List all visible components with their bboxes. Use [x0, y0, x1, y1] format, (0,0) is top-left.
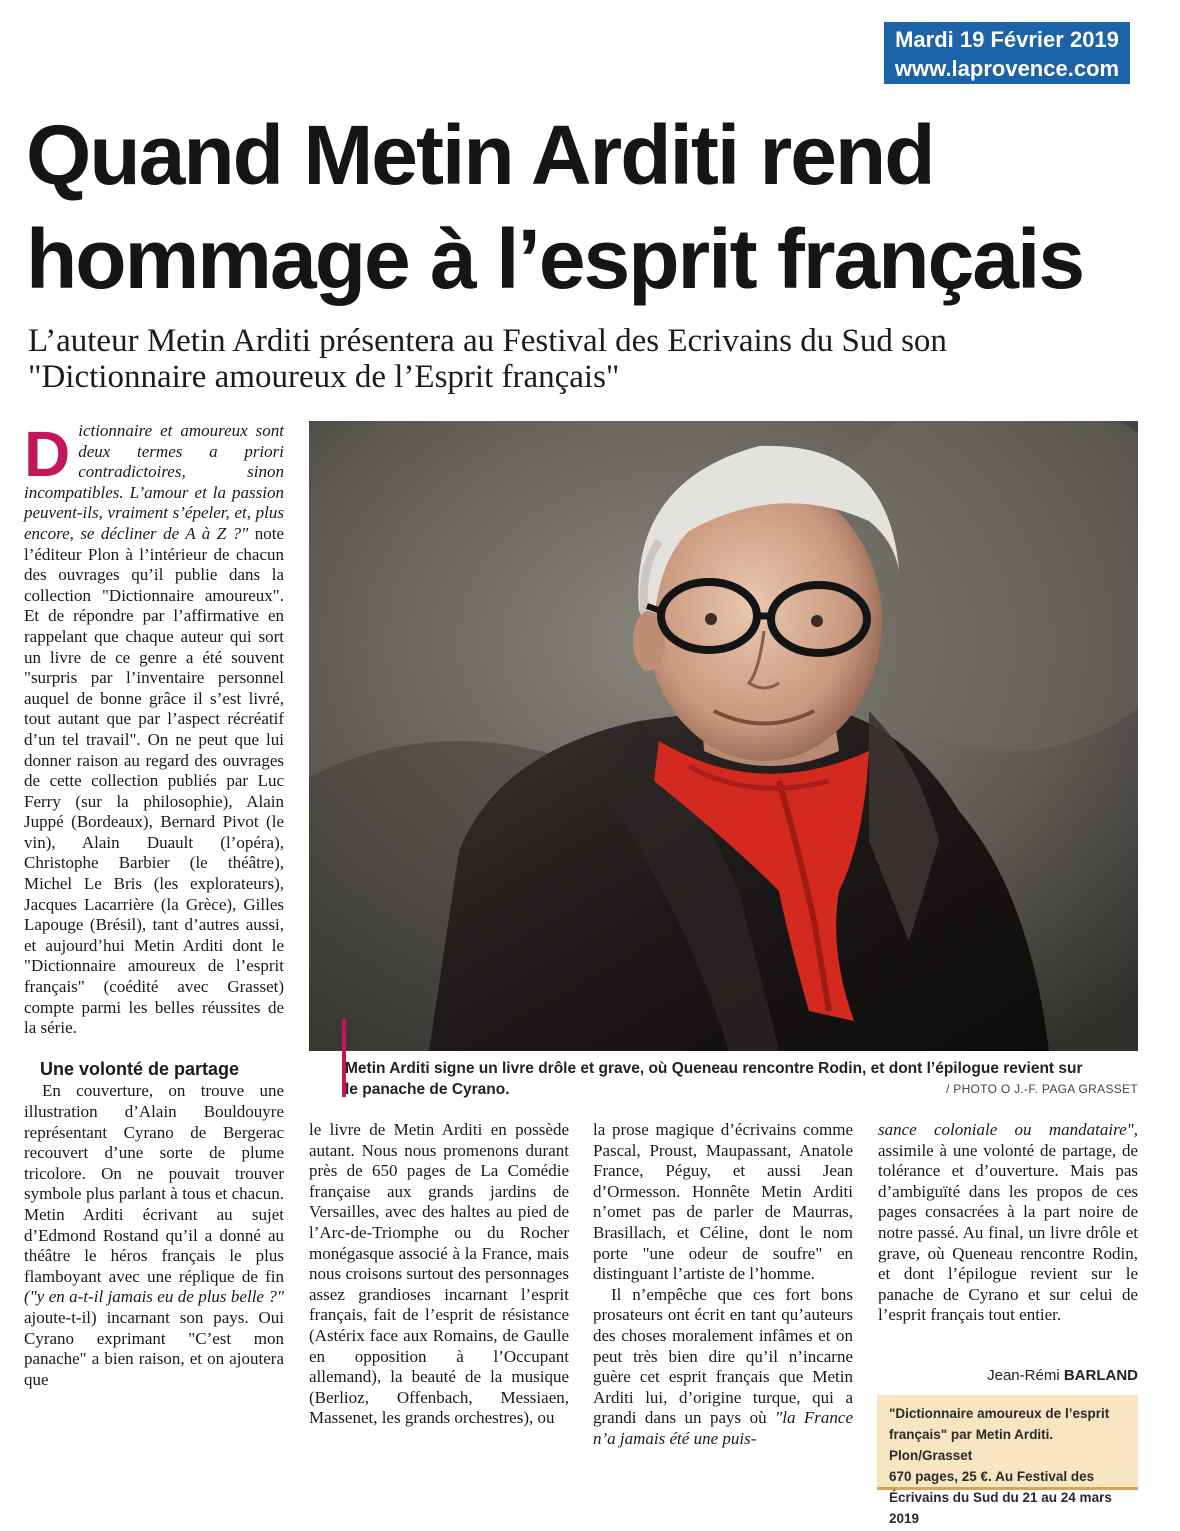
subheading: Une volonté de partage: [40, 1058, 240, 1079]
article-standfirst: [28, 323, 1148, 395]
cyrano-quote: ("y en a-t-il jamais eu de plus belle ?": [24, 1287, 284, 1307]
drop-cap: D: [24, 418, 71, 490]
intro-paragraph: [24, 418, 284, 1039]
info-line-4: Écrivains du Sud du 21 au 24 mars 2019: [889, 1490, 1112, 1526]
info-line-2: français" par Metin Arditi. Plon/Grasset: [889, 1427, 1054, 1463]
intro-text: note l’éditeur Plon à l’intérieur de chacun des ouvrages qu’il publie dans la collection "Dictionnaire amoureux". Et de répondre par l’affirmative en rappelant que chaque auteur qui sort un livre de ce genre a été souvent "surpris par l’inventaire personnel auquel de bonne grâce il s’est livré, tout autant que par l’aspect récréatif d’un tel travail". On ne peut que lui donner raison au regard des ouvrages de cette collection publiés par Luc Ferry (sur la philosophie), Alain Juppé (Bordeaux), Bernard Pivot (le vin), Alain Duault (l’opéra), Christophe Barbier (le théâtre), Michel Le Bris (les explorateurs), Jacques Lacarrière (la Grèce), Gilles Lapouge (Brésil), tant d’autres aussi, et aujourd’hui Metin Arditi dont le "Dictionnaire amoureux de l’esprit français" (coédité avec Grasset) compte parmi les belles réussites de la série.: [24, 523, 284, 1038]
text-column-4: [878, 1120, 1138, 1326]
paragraph-col3-1: la prose magique d’écrivains comme Pascal, Proust, Maupassant, Anatole France, Péguy, et aussi Jean d’Ormesson. Honnête Metin Arditi n’omet pas de parler de Maurras, Brasillach, et Céline, dont le nom porte "une odeur de soufre" en distinguant l’artiste de l’homme.: [593, 1120, 853, 1284]
paragraph-col2: le livre de Metin Arditi en possède autant. Nous nous promenons durant près de 650 pages de La Comédie française aux grands jardins de Versailles, avec des haltes au pied de l’Arc-de-Triomphe ou du Rocher monégasque associé à la France, mais nous croisons surtout des personnages assez grandioses incarnant l’esprit français, fait de l’esprit de résistance (Astérix face aux Romains, de Gaulle en opposition à l’Occupant allemand), la beauté de la musique (Berlioz, Offenbach, Messiaen, Massenet, les grands orchestres), ou: [309, 1120, 569, 1428]
info-line-1: "Dictionnaire amoureux de l’esprit: [889, 1406, 1110, 1421]
signature-first-name: Jean-Rémi: [987, 1367, 1064, 1384]
col3-text: Il n’empêche que ces fort bons prosateurs ont écrit en tant qu’auteurs des choses moralement infâmes et on peut très bien dire qu’il n’incarne guère cet esprit français que Metin Arditi lui, d’origine turque, qui a grandi dans un pays où: [593, 1284, 853, 1428]
author-photo: [309, 421, 1138, 1051]
standfirst-line-2: "Dictionnaire amoureux de l’Esprit français": [28, 359, 620, 395]
text-column-1: [24, 418, 284, 1390]
col4-quote: sance coloniale ou mandataire",: [878, 1120, 1138, 1139]
author-signature: [987, 1367, 1138, 1384]
paragraph-col3-2: [593, 1285, 853, 1450]
issue-date: Mardi 19 Février 2019: [895, 27, 1119, 52]
website-link[interactable]: www.laprovence.com: [894, 56, 1120, 81]
headline-line-2: hommage à l’esprit français: [26, 212, 1084, 306]
signature-last-name: BARLAND: [1063, 1367, 1138, 1384]
caption-line-1: Metin Arditi signe un livre drôle et grave, où Queneau rencontre Rodin, et dont l’épilogue revient sur: [345, 1060, 1083, 1077]
paragraph-col4: [878, 1120, 1138, 1326]
col4-text: assimile à une volonté de partage, de tolérance et d’ouverture. Mais pas d’ambiguïté dans les propos de ces pages consacrées à la part noire de notre passé. Au final, un livre drôle et grave, où Queneau rencontre Rodin, et dont l’épilogue revient sur le panache de Cyrano et sur celui de l’esprit français tout entier.: [878, 1140, 1138, 1325]
author-portrait-illustration: [309, 421, 1138, 1051]
paragraph-cyrano: [24, 1081, 284, 1390]
standfirst-line-1: L’auteur Metin Arditi présentera au Festival des Ecrivains du Sud son: [28, 323, 947, 359]
caption-line-2: le panache de Cyrano.: [345, 1081, 510, 1098]
col3-quote: "la France n’a jamais été une puis-: [593, 1408, 853, 1448]
info-line-3: 670 pages, 25 €. Au Festival des: [889, 1469, 1095, 1484]
intro-italic-quote: ictionnaire et amoureux sont deux termes a priori contradictoires, sinon incompatibles. L’amour et la passion peuvent-ils, vraiment s’épeler, et, plus encore, se décliner de A à Z ?": [24, 421, 284, 543]
headline-line-1: Quand Metin Arditi rend: [26, 108, 934, 202]
book-info-box: [877, 1395, 1138, 1526]
cyrano-text-a: En couverture, on trouve une illustration d’Alain Bouldouyre représentant Cyrano de Bergerac recouvert d’une sorte de plume tricolore. On ne pouvait trouver symbole plus parlant à tous et chacun. Metin Arditi écrivant au sujet d’Edmond Rostand qu’il a donné au théâtre le héros français le plus flamboyant avec une réplique de fin: [24, 1081, 284, 1286]
photo-credit: / PHOTO O J.-F. PAGA GRASSET: [946, 1082, 1138, 1096]
date-banner: [884, 22, 1130, 84]
cyrano-text-b: ajoute-t-il) incarnant son pays. Oui Cyrano exprimant "C’est mon panache" a bien raison, et on ajoutera que: [24, 1307, 284, 1389]
text-column-2: [309, 1120, 569, 1429]
article-headline: [26, 103, 1166, 311]
text-column-3: [593, 1120, 853, 1450]
